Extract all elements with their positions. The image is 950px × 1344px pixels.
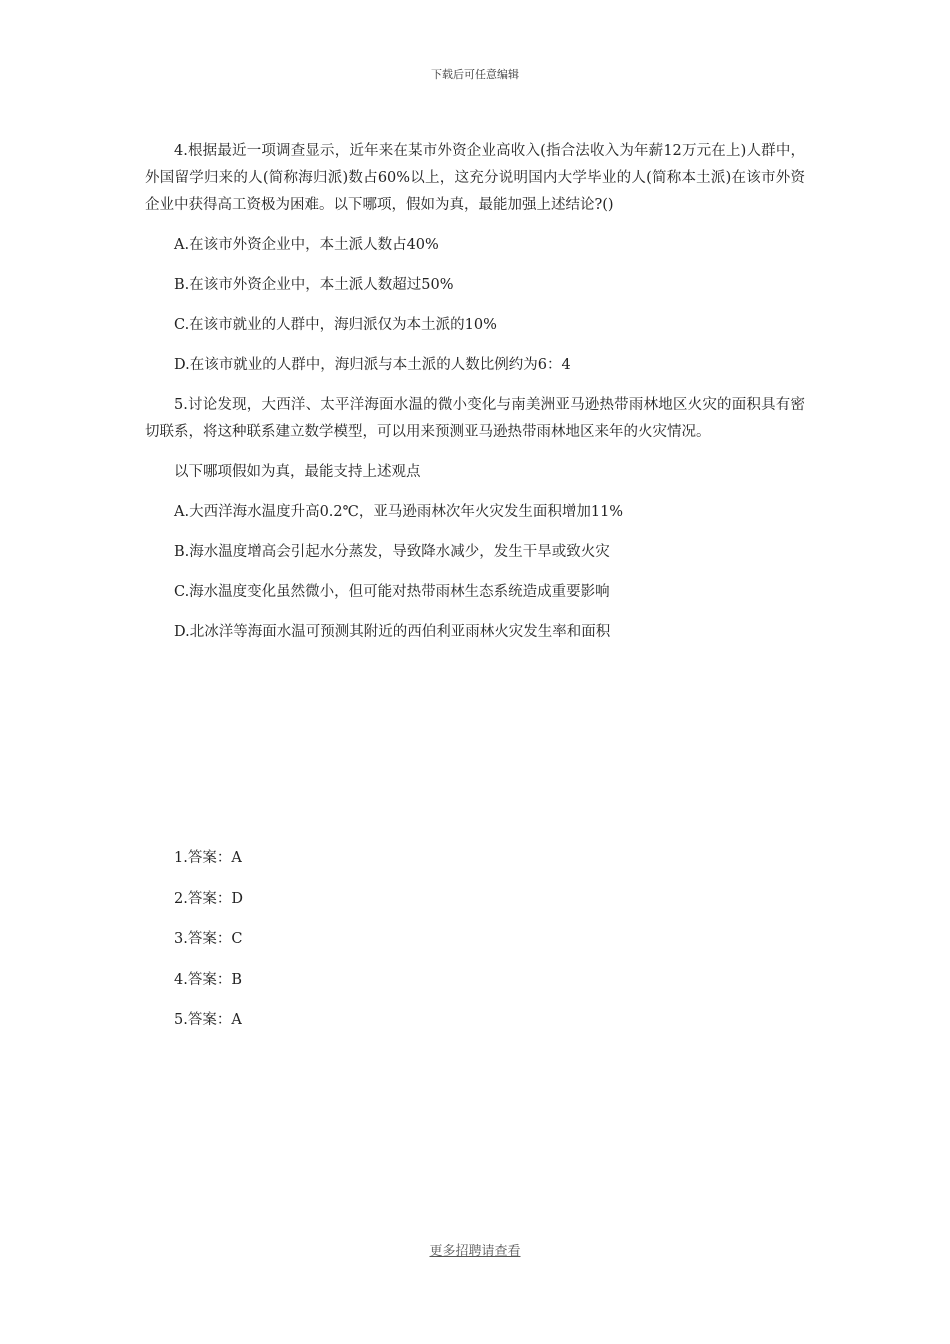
question-5-prompt: 以下哪项假如为真，最能支持上述观点 bbox=[174, 464, 421, 480]
question-4-option-a: A.在该市外资企业中，本土派人数占40% bbox=[174, 237, 439, 253]
answer-1: 1.答案：A bbox=[174, 850, 242, 866]
question-5-option-c: C.海水温度变化虽然微小，但可能对热带雨林生态系统造成重要影响 bbox=[174, 584, 610, 600]
answer-list bbox=[145, 845, 805, 1048]
question-5-stem: 5.讨论发现，大西洋、太平洋海面水温的微小变化与南美洲亚马逊热带雨林地区火灾的面积具有密切联系，将这种联系建立数学模型，可以用来预测亚马逊热带雨林地区来年的火灾情况。 bbox=[145, 397, 805, 440]
question-4-option-d: D.在该市就业的人群中，海归派与本土派的人数比例约为6：4 bbox=[174, 357, 571, 373]
question-5-option-b: B.海水温度增高会引起水分蒸发，导致降水减少，发生干旱或致火灾 bbox=[174, 544, 610, 560]
answer-4: 4.答案：B bbox=[174, 971, 242, 988]
question-4-stem: 4.根据最近一项调查显示，近年来在某市外资企业高收入(指合法收入为年薪12万元在上)人群中，外国留学归来的人(简称海归派)数占60%以上，这充分说明国内大学毕业的人(简称本土派)在该市外资企业中获得高工资极为困难。以下哪项，假如为真，最能加强上述结论?() bbox=[145, 143, 805, 213]
question-4-option-b: B.在该市外资企业中，本土派人数超过50% bbox=[174, 277, 454, 293]
answer-2: 2.答案：D bbox=[174, 890, 243, 907]
question-5-option-d: D.北冰洋等海面水温可预测其附近的西伯利亚雨林火灾发生率和面积 bbox=[174, 624, 611, 640]
question-4-option-c: C.在该市就业的人群中，海归派仅为本土派的10% bbox=[174, 317, 497, 333]
answer-3: 3.答案：C bbox=[174, 931, 243, 947]
page-header: 下载后可任意编辑 bbox=[431, 68, 519, 81]
footer bbox=[0, 1240, 950, 1259]
answer-5: 5.答案：A bbox=[174, 1012, 242, 1028]
more-jobs-link[interactable]: 更多招聘请查看 bbox=[429, 1244, 521, 1259]
question-5-option-a: A.大西洋海水温度升高0.2℃，亚马逊雨林次年火灾发生面积增加11% bbox=[174, 504, 624, 520]
question-section bbox=[145, 138, 805, 659]
